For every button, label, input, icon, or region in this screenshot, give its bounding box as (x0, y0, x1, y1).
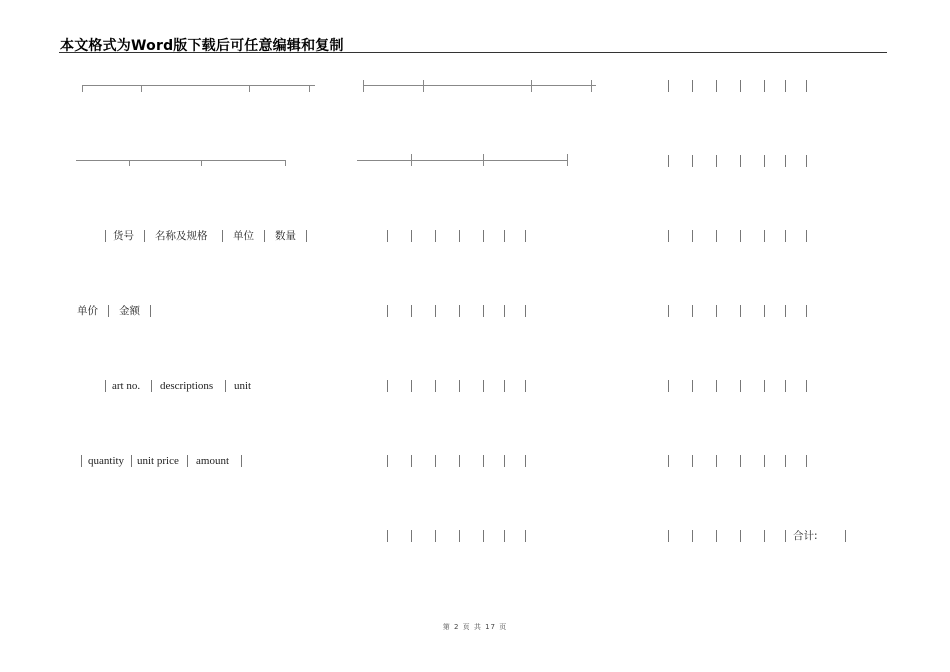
header-unit-en: unit (234, 380, 252, 392)
header-description-cn: 名称及规格 (155, 230, 208, 242)
header-divider (59, 52, 887, 53)
document-header-title: 本文格式为Word版下载后可任意编辑和复制 (60, 38, 344, 54)
header-unit-price-en: unit price (137, 455, 179, 467)
header-amount-en: amount (196, 455, 229, 467)
header-art-no-cn: 货号 (113, 230, 134, 242)
header-art-no-en: art no. (112, 380, 141, 392)
header-quantity-cn: 数量 (275, 230, 296, 242)
page-number-footer: 第 2 页 共 17 页 (442, 623, 508, 631)
header-unit-price-cn: 单价 (77, 305, 98, 317)
header-descriptions-en: descriptions (160, 380, 214, 392)
total-label: 合计: (793, 530, 818, 542)
header-quantity-en: quantity (88, 455, 125, 467)
header-unit-cn: 单位 (233, 230, 254, 242)
header-amount-cn: 金额 (119, 305, 140, 317)
